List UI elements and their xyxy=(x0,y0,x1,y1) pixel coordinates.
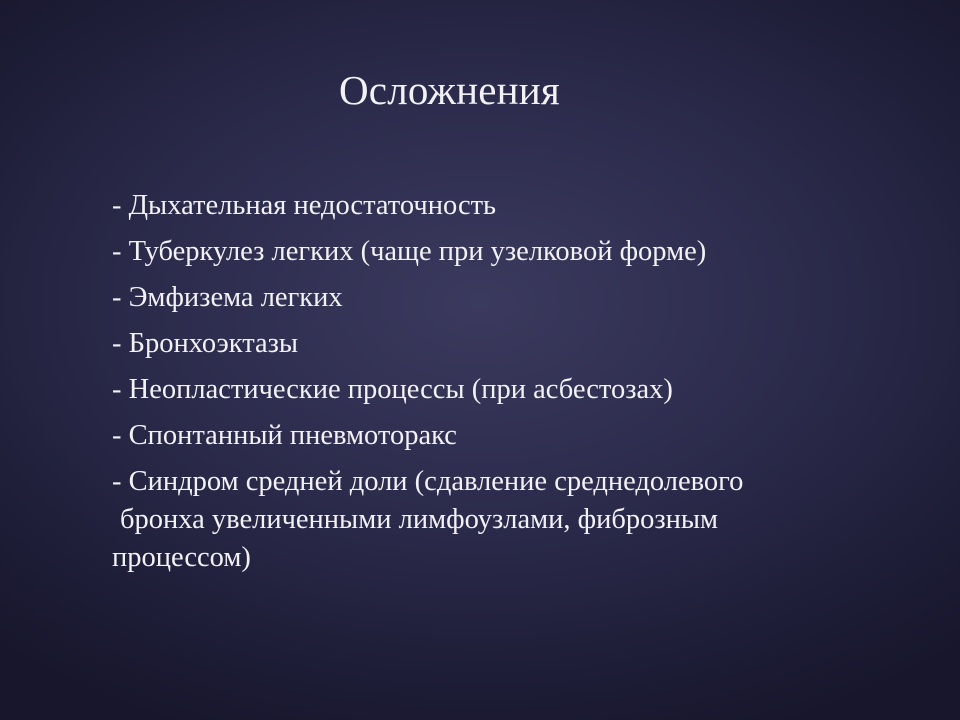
list-item xyxy=(112,463,912,577)
slide-title: Осложнения xyxy=(339,67,560,113)
list-item xyxy=(112,279,912,317)
list-item xyxy=(112,417,912,455)
list-item-text-continuation: процессом) xyxy=(112,542,251,573)
list-item xyxy=(112,325,912,363)
list-item xyxy=(112,233,912,271)
complications-list xyxy=(112,187,912,585)
list-item-text: - Туберкулез легких (чаще при узелковой форме) xyxy=(112,236,707,267)
list-item-text: - Неопластические процессы (при асбестозах) xyxy=(112,374,673,405)
list-item-text-continuation: бронха увеличенными лимфоузлами, фиброзным xyxy=(120,504,719,535)
list-item-text: - Дыхательная недостаточность xyxy=(112,190,497,221)
list-item-text: - Бронхоэктазы xyxy=(112,328,299,359)
list-item xyxy=(112,187,912,225)
list-item-text: - Синдром средней доли (сдавление среднедолевого xyxy=(112,466,744,497)
list-item xyxy=(112,371,912,409)
list-item-text: - Эмфизема легких xyxy=(112,282,343,313)
list-item-text: - Спонтанный пневмоторакс xyxy=(112,420,457,451)
